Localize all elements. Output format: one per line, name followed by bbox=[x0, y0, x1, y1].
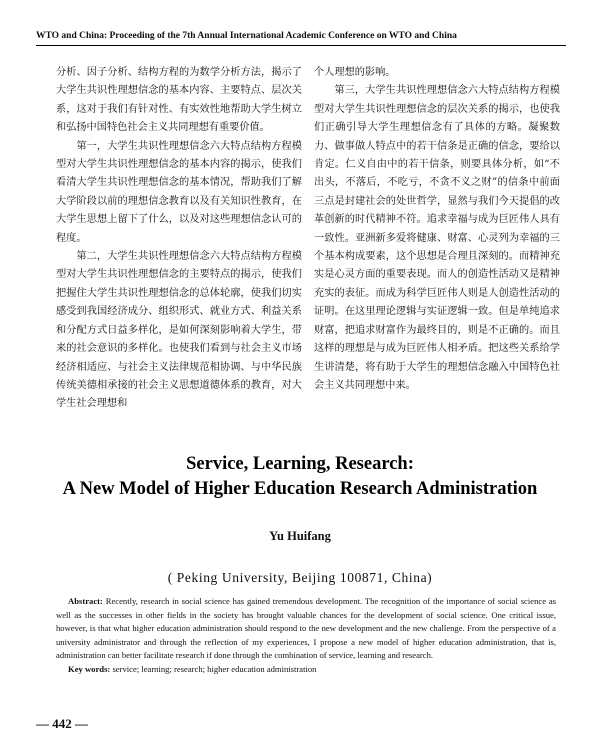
right-column bbox=[314, 64, 560, 395]
point-three-paragraph: 第三，大学生共识性理想信念六大特点结构方程模型对大学生共识性理想信念的层次关系的揭示，也使我们正确引导大学生理想信念有了具体的方略。凝聚数力、做事做人特点中的若干信条是正确的信念，要给以肯定。仁义自由中的若干信条，则要具体分析，如“不出头，不落后，不吃亏，不贪不义之财”的信条中前面三点是封建社会的处世哲学，显然与我们今天提倡的改革创新的时代精神不符。追求幸福与成为巨匠伟人具有一致性。亚洲新多爱将健康、财富、心灵列为幸福的三个基本构成要素，这个思想是合理且深刻的。而精神充实是心灵方面的重要表现。而人的创造性活动又是精神充实的表征。而成为科学巨匠伟人则是人创造性活动的证明。在这里理论逻辑与实证逻辑一致。但是单纯追求财富，把追求财富作为最终目的，则是不正确的。而且这样的理想是与成为巨匠伟人相矛盾。把这些关系给学生讲清楚，将有助于大学生的理想信念融入中国特色社会主义共同理想中来。 bbox=[314, 85, 560, 391]
author-affiliation: ( Peking University, Beijing 100871, China) bbox=[167, 570, 433, 585]
running-head: WTO and China: Proceeding of the 7th Annual International Academic Conference on WTO and China bbox=[36, 31, 566, 46]
keywords-paragraph bbox=[56, 663, 556, 677]
keywords-label: Key words: bbox=[68, 663, 111, 674]
abstract-block bbox=[56, 595, 556, 677]
abstract-paragraph bbox=[56, 595, 556, 663]
paper-title-line-1: Service, Learning, Research: bbox=[186, 454, 414, 474]
abstract-text: Recently, research in social science has gained tremendous development. The recognition of the importance of social science as well as the successes in other fields in the society has brought valuable chances for the development of social science. One critical issue, however, is that what higher education administration should respond to the new development and the new challenge. From the perspective of a university administrator and through the reflection of my experiences, I propose a new model of higher education administration, that is, administration can better facilitate research if done through the combination of service, learning and research. bbox=[56, 596, 556, 661]
author-name: Yu Huifang bbox=[269, 529, 331, 543]
left-continued-paragraph: 分析、因子分析、结构方程的为数学分析方法，揭示了大学生共识性理想信念的基本内容、主要特点、层次关系，这对于我们有针对性、有实效性地帮助大学生树立和弘扬中国特色社会主义共同理想有重要价值。 bbox=[56, 67, 302, 134]
left-column bbox=[56, 64, 302, 414]
abstract-label: Abstract: bbox=[68, 596, 103, 606]
point-one-paragraph: 第一，大学生共识性理想信念六大特点结构方程模型对大学生共识性理想信念的基本内容的揭示，使我们看清大学生共识性理想信念的基本情况，帮助我们了解大学阶段以前的理想信念教育以及有关知识性教育，在大学生思想上留下了什么，以及对这些理想信念认可的程度。 bbox=[56, 140, 302, 244]
right-continued-paragraph: 个人理想的影响。 bbox=[314, 67, 396, 78]
paper-title-line-2: A New Model of Higher Education Research Administration bbox=[62, 479, 538, 499]
keywords-text: service; learning; research; higher education administration bbox=[112, 663, 317, 674]
point-two-paragraph: 第二，大学生共识性理想信念六大特点结构方程模型对大学生共识性理想信念的主要特点的揭示，使我们把握住大学生共识性理想信念的总体轮廓，使我们切实感受到我国经济成分、组织形式、就业方式、利益关系和分配方式日益多样化，是如何深刻影响着大学生，带来的社会意识的多样化。也使我们看到与社会主义市场经济相适应、与社会主义法律规范相协调、与中华民族传统美德相承接的社会主义思想道德体系的教育，对大学生社会理想和 bbox=[56, 251, 302, 410]
page-number: — 442 — bbox=[36, 716, 88, 731]
